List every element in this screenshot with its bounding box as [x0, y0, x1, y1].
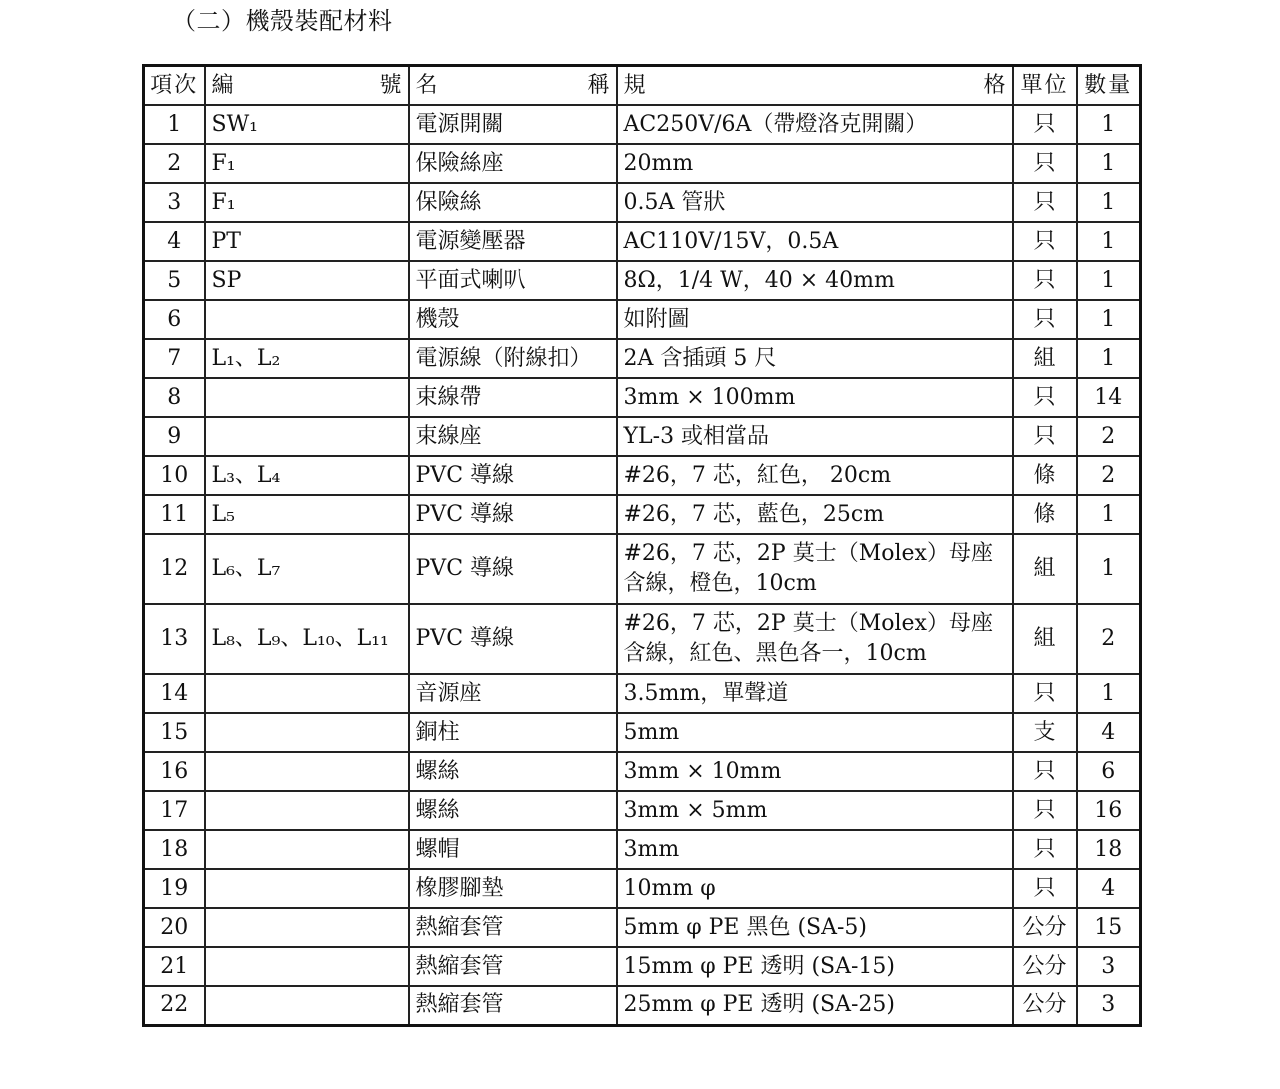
header-code-part-a: 編	[211, 72, 234, 98]
cell-qty: 16	[1077, 791, 1141, 830]
table-row	[144, 986, 1141, 1025]
table-row	[144, 222, 1141, 261]
cell-unit: 只	[1013, 417, 1077, 456]
table-row	[144, 105, 1141, 144]
cell-name: PVC 導線	[409, 456, 617, 495]
cell-index: 15	[144, 713, 205, 752]
cell-spec: #26，7 芯，紅色， 20cm	[617, 456, 1013, 495]
cell-index: 8	[144, 378, 205, 417]
cell-code	[205, 791, 409, 830]
cell-qty: 2	[1077, 604, 1141, 674]
cell-code	[205, 674, 409, 713]
cell-code: SW₁	[205, 105, 409, 144]
cell-code	[205, 986, 409, 1025]
cell-unit: 組	[1013, 604, 1077, 674]
cell-code: SP	[205, 261, 409, 300]
cell-unit: 支	[1013, 713, 1077, 752]
cell-spec: 3.5mm，單聲道	[617, 674, 1013, 713]
header-code	[205, 66, 409, 106]
table-row	[144, 300, 1141, 339]
cell-qty: 18	[1077, 830, 1141, 869]
table-row	[144, 378, 1141, 417]
cell-qty: 1	[1077, 105, 1141, 144]
cell-code: F₁	[205, 144, 409, 183]
cell-qty: 1	[1077, 495, 1141, 534]
cell-unit: 公分	[1013, 986, 1077, 1025]
cell-qty: 1	[1077, 674, 1141, 713]
cell-spec: 0.5A 管狀	[617, 183, 1013, 222]
cell-index: 13	[144, 604, 205, 674]
cell-qty: 1	[1077, 222, 1141, 261]
cell-name: 熱縮套管	[409, 908, 617, 947]
cell-code	[205, 713, 409, 752]
cell-index: 10	[144, 456, 205, 495]
cell-name: 束線座	[409, 417, 617, 456]
table-row	[144, 713, 1141, 752]
cell-spec: 3mm	[617, 830, 1013, 869]
table-row	[144, 752, 1141, 791]
cell-spec: 3mm × 5mm	[617, 791, 1013, 830]
cell-code	[205, 869, 409, 908]
table-body	[144, 105, 1141, 1025]
cell-unit: 只	[1013, 183, 1077, 222]
table-row	[144, 674, 1141, 713]
table-row	[144, 947, 1141, 986]
cell-spec: 10mm φ	[617, 869, 1013, 908]
cell-spec: #26，7 芯，2P 莫士（Molex）母座含線，紅色、黑色各一，10cm	[617, 604, 1013, 674]
cell-name: 螺帽	[409, 830, 617, 869]
header-qty: 數量	[1077, 66, 1141, 106]
cell-name: 平面式喇叭	[409, 261, 617, 300]
cell-qty: 3	[1077, 947, 1141, 986]
header-spec	[617, 66, 1013, 106]
cell-spec: 3mm × 100mm	[617, 378, 1013, 417]
cell-name: PVC 導線	[409, 604, 617, 674]
cell-spec: AC250V/6A（帶燈洛克開關）	[617, 105, 1013, 144]
cell-spec: #26，7 芯，藍色，25cm	[617, 495, 1013, 534]
cell-name: 保險絲	[409, 183, 617, 222]
cell-index: 7	[144, 339, 205, 378]
header-index: 項次	[144, 66, 205, 106]
cell-unit: 只	[1013, 300, 1077, 339]
cell-code	[205, 830, 409, 869]
header-name	[409, 66, 617, 106]
cell-index: 16	[144, 752, 205, 791]
cell-index: 19	[144, 869, 205, 908]
cell-unit: 只	[1013, 222, 1077, 261]
cell-code: L₃、L₄	[205, 456, 409, 495]
table-row	[144, 495, 1141, 534]
cell-unit: 只	[1013, 830, 1077, 869]
cell-spec: 8Ω，1/4 W，40 × 40mm	[617, 261, 1013, 300]
cell-unit: 只	[1013, 378, 1077, 417]
cell-unit: 只	[1013, 261, 1077, 300]
cell-spec: 3mm × 10mm	[617, 752, 1013, 791]
cell-spec: 15mm φ PE 透明 (SA-15)	[617, 947, 1013, 986]
cell-name: 束線帶	[409, 378, 617, 417]
cell-qty: 4	[1077, 713, 1141, 752]
cell-name: 音源座	[409, 674, 617, 713]
cell-index: 18	[144, 830, 205, 869]
cell-index: 4	[144, 222, 205, 261]
cell-index: 12	[144, 534, 205, 604]
cell-spec: #26，7 芯，2P 莫士（Molex）母座含線，橙色，10cm	[617, 534, 1013, 604]
cell-code: L₈、L₉、L₁₀、L₁₁	[205, 604, 409, 674]
cell-index: 6	[144, 300, 205, 339]
cell-code: L₅	[205, 495, 409, 534]
cell-unit: 組	[1013, 339, 1077, 378]
cell-spec: 如附圖	[617, 300, 1013, 339]
cell-qty: 3	[1077, 986, 1141, 1025]
cell-code	[205, 417, 409, 456]
cell-unit: 只	[1013, 144, 1077, 183]
cell-code	[205, 300, 409, 339]
cell-unit: 條	[1013, 495, 1077, 534]
cell-unit: 公分	[1013, 947, 1077, 986]
cell-index: 5	[144, 261, 205, 300]
cell-qty: 15	[1077, 908, 1141, 947]
cell-unit: 只	[1013, 752, 1077, 791]
cell-unit: 組	[1013, 534, 1077, 604]
cell-name: 保險絲座	[409, 144, 617, 183]
cell-index: 1	[144, 105, 205, 144]
cell-unit: 公分	[1013, 908, 1077, 947]
cell-qty: 1	[1077, 300, 1141, 339]
cell-qty: 1	[1077, 339, 1141, 378]
cell-code	[205, 947, 409, 986]
table-row	[144, 261, 1141, 300]
table-row	[144, 456, 1141, 495]
cell-unit: 只	[1013, 674, 1077, 713]
cell-qty: 1	[1077, 261, 1141, 300]
cell-qty: 2	[1077, 456, 1141, 495]
cell-unit: 條	[1013, 456, 1077, 495]
table-row	[144, 604, 1141, 674]
cell-spec: 5mm	[617, 713, 1013, 752]
header-spec-part-b: 格	[983, 72, 1006, 98]
cell-spec: 25mm φ PE 透明 (SA-25)	[617, 986, 1013, 1025]
cell-name: 機殼	[409, 300, 617, 339]
header-unit: 單位	[1013, 66, 1077, 106]
cell-name: 電源開關	[409, 105, 617, 144]
cell-spec: 20mm	[617, 144, 1013, 183]
cell-name: 熱縮套管	[409, 986, 617, 1025]
cell-code: L₆、L₇	[205, 534, 409, 604]
cell-qty: 6	[1077, 752, 1141, 791]
cell-qty: 2	[1077, 417, 1141, 456]
cell-name: 電源線（附線扣）	[409, 339, 617, 378]
table-row	[144, 908, 1141, 947]
cell-qty: 4	[1077, 869, 1141, 908]
table-row	[144, 417, 1141, 456]
cell-unit: 只	[1013, 105, 1077, 144]
table-row	[144, 791, 1141, 830]
cell-index: 17	[144, 791, 205, 830]
cell-qty: 1	[1077, 183, 1141, 222]
table-row	[144, 144, 1141, 183]
cell-name: PVC 導線	[409, 534, 617, 604]
cell-spec: AC110V/15V，0.5A	[617, 222, 1013, 261]
section-title: （二）機殼裝配材料	[172, 7, 393, 35]
cell-index: 14	[144, 674, 205, 713]
header-name-part-a: 名	[415, 72, 438, 98]
cell-index: 3	[144, 183, 205, 222]
cell-unit: 只	[1013, 791, 1077, 830]
table-row	[144, 869, 1141, 908]
cell-code	[205, 752, 409, 791]
cell-index: 22	[144, 986, 205, 1025]
cell-qty: 14	[1077, 378, 1141, 417]
header-name-part-b: 稱	[587, 72, 610, 98]
materials-table	[142, 64, 1142, 1027]
cell-code: F₁	[205, 183, 409, 222]
cell-index: 20	[144, 908, 205, 947]
cell-spec: 5mm φ PE 黑色 (SA-5)	[617, 908, 1013, 947]
table-row	[144, 830, 1141, 869]
cell-name: 橡膠腳墊	[409, 869, 617, 908]
cell-code	[205, 378, 409, 417]
cell-name: 螺絲	[409, 791, 617, 830]
table-row	[144, 183, 1141, 222]
table-row	[144, 339, 1141, 378]
cell-code: PT	[205, 222, 409, 261]
cell-index: 2	[144, 144, 205, 183]
cell-unit: 只	[1013, 869, 1077, 908]
header-code-part-b: 號	[379, 72, 402, 98]
header-spec-part-a: 規	[623, 72, 646, 98]
cell-index: 9	[144, 417, 205, 456]
cell-index: 21	[144, 947, 205, 986]
cell-name: 銅柱	[409, 713, 617, 752]
table-header-row	[144, 66, 1141, 106]
cell-name: 電源變壓器	[409, 222, 617, 261]
materials-table-container	[142, 64, 1139, 1027]
cell-qty: 1	[1077, 534, 1141, 604]
cell-spec: 2A 含插頭 5 尺	[617, 339, 1013, 378]
cell-name: 熱縮套管	[409, 947, 617, 986]
cell-index: 11	[144, 495, 205, 534]
cell-name: 螺絲	[409, 752, 617, 791]
cell-qty: 1	[1077, 144, 1141, 183]
cell-name: PVC 導線	[409, 495, 617, 534]
cell-spec: YL-3 或相當品	[617, 417, 1013, 456]
cell-code	[205, 908, 409, 947]
cell-code: L₁、L₂	[205, 339, 409, 378]
table-row	[144, 534, 1141, 604]
